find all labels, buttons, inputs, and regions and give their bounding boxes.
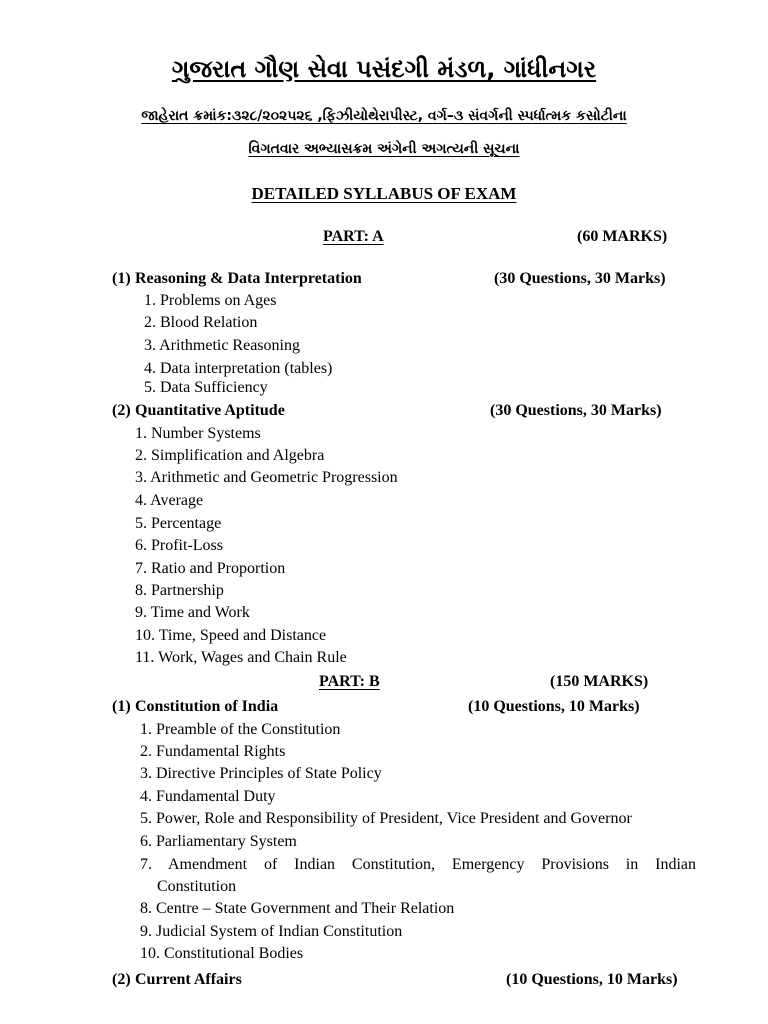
list-item: 2. Blood Relation [144,314,258,331]
list-item: 7. Amendment of Indian Constitution, Emergency Provisions in Indian [140,856,696,873]
section-title-constitution: Constitution of India [135,698,279,715]
org-title: ગુજરાત ગૌણ સેવા પસંદગી મંડળ, ગાંધીનગર [171,55,597,83]
list-item: 6. Profit-Loss [135,537,223,554]
list-item: 4. Data interpretation (tables) [144,360,333,377]
section-questions: (30 Questions, 30 Marks) [490,402,662,419]
list-item: 10. Constitutional Bodies [140,945,304,962]
syllabus-title: DETAILED SYLLABUS OF EXAM [251,184,517,203]
section-number: (1) [112,270,131,287]
list-item: 8. Partnership [135,582,224,599]
list-item: Constitution [157,878,237,895]
list-item: 11. Work, Wages and Chain Rule [135,649,347,666]
list-item: 5. Power, Role and Responsibility of President, Vice President and Governor [140,810,632,827]
list-item: 9. Judicial System of Indian Constitution [140,923,403,940]
section-title-quant: Quantitative Aptitude [135,402,285,419]
part-a-label: PART: A [323,228,384,245]
list-item: 7. Ratio and Proportion [135,560,286,577]
section-number: (2) [112,971,131,988]
list-item: 1. Number Systems [135,425,261,442]
section-number: (2) [112,402,131,419]
list-item: 3. Arithmetic Reasoning [144,337,300,354]
list-item: 2. Simplification and Algebra [135,447,325,464]
section-number: (1) [112,698,131,715]
advert-line: જાહેરાત ક્રમાંક:૩૨૮/૨૦૨૫૨૬ ,ફિઝીયોથેરાપીસ્ટ, વર્ગ–૩ સંવર્ગની સ્પર્ધાત્મક કસોટીના [141,108,627,124]
list-item: 10. Time, Speed and Distance [135,627,327,644]
list-item: 8. Centre – State Government and Their Relation [140,900,455,917]
section-title-current-affairs: Current Affairs [135,971,242,988]
section-questions: (10 Questions, 10 Marks) [468,698,640,715]
list-item: 1. Preamble of the Constitution [140,721,341,738]
section-questions: (10 Questions, 10 Marks) [506,971,678,988]
list-item: 5. Percentage [135,515,222,532]
part-b-label: PART: B [319,673,380,690]
notice-line: વિગતવાર અભ્યાસક્રમ અંગેની અગત્યની સૂચના [248,141,520,157]
list-item: 5. Data Sufficiency [144,379,268,396]
section-questions: (30 Questions, 30 Marks) [494,270,666,287]
list-item: 4. Fundamental Duty [140,788,276,805]
part-b-marks: (150 MARKS) [550,673,649,690]
section-title-reasoning: Reasoning & Data Interpretation [135,270,362,287]
list-item: 2. Fundamental Rights [140,743,286,760]
list-item: 3. Arithmetic and Geometric Progression [135,469,398,486]
list-item: 3. Directive Principles of State Policy [140,765,382,782]
list-item: 1. Problems on Ages [144,292,277,309]
list-item: 9. Time and Work [135,604,250,621]
list-item: 6. Parliamentary System [140,833,297,850]
list-item: 4. Average [135,492,204,509]
part-a-marks: (60 MARKS) [577,228,668,245]
